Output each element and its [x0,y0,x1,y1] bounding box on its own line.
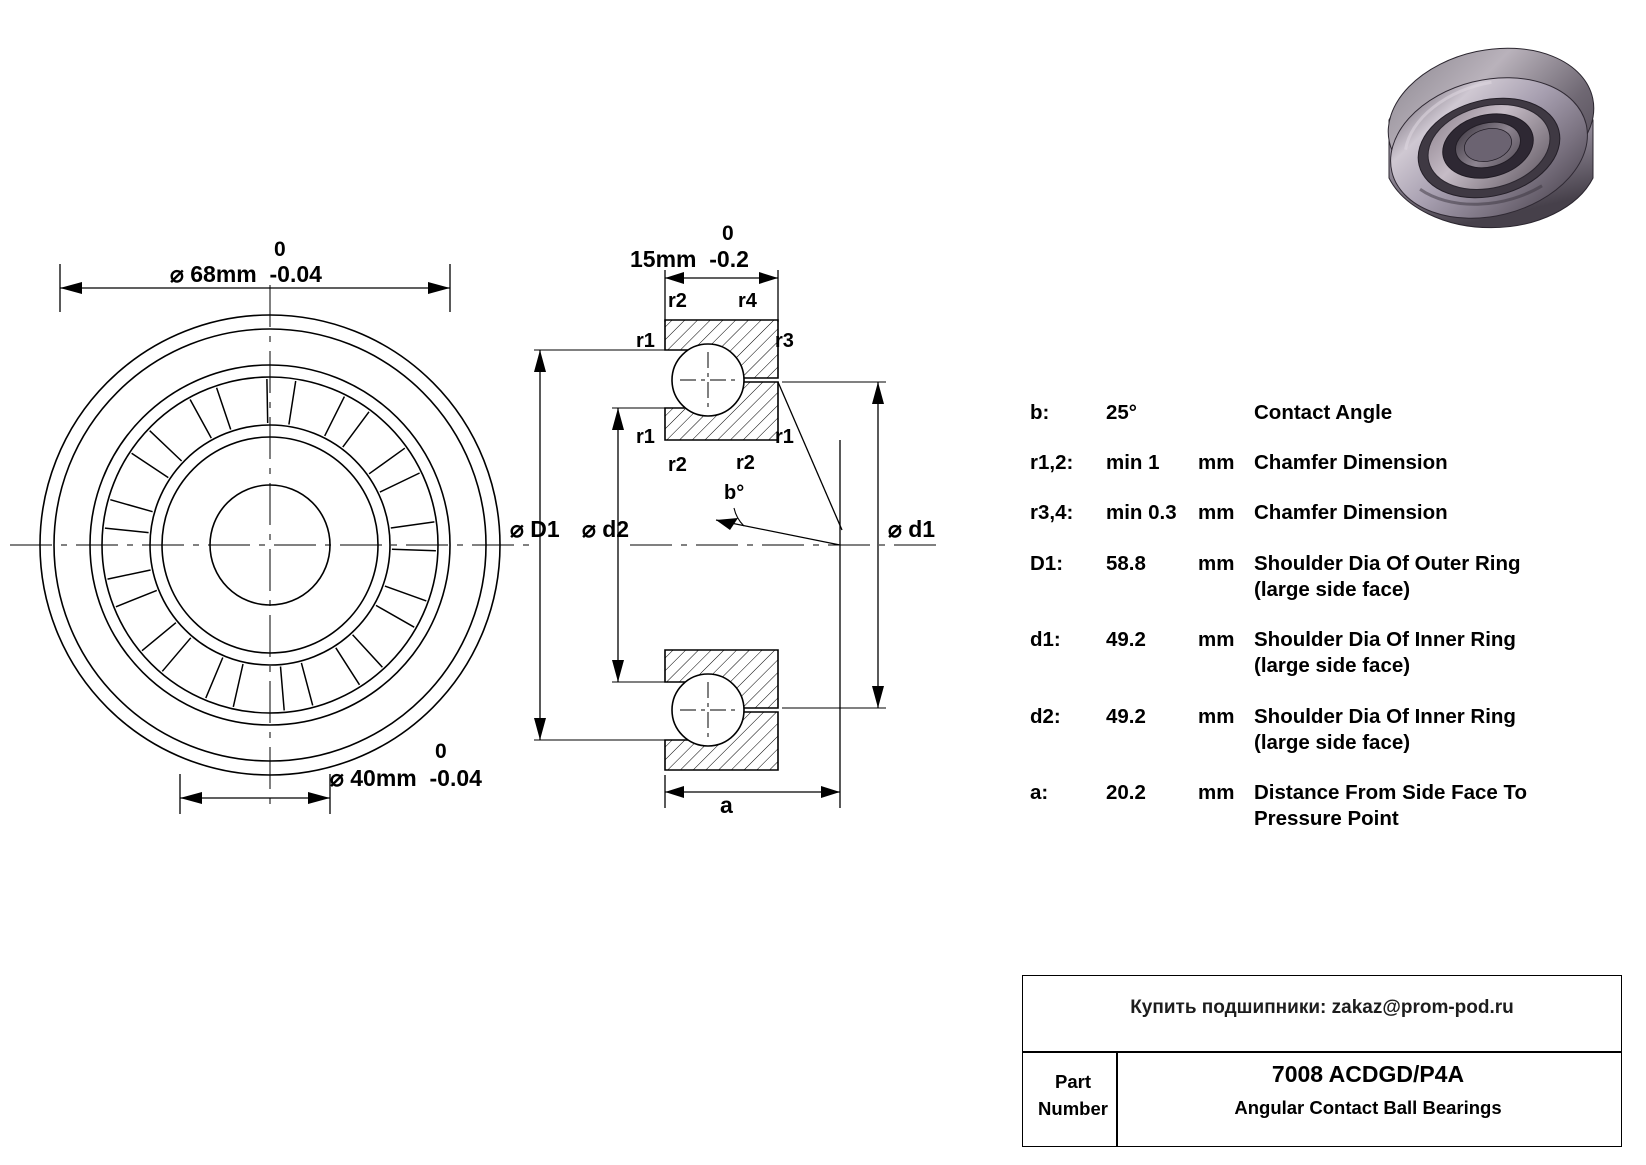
spec-cell-val: min 0.3 [1106,501,1177,525]
label-r4-top-right: r4 [738,290,757,312]
spec-cell-desc: Shoulder Dia Of Inner Ring (large side face) [1254,628,1516,678]
spec-row [1030,551,1630,627]
bearing-3d-svg [1375,20,1605,290]
spec-cell-unit: mm [1198,551,1235,575]
spec-cell-val: 58.8 [1106,551,1146,575]
spec-cell-unit: mm [1198,704,1235,728]
inner-dim-value: ⌀ 40mm -0.04 [330,765,482,791]
specification-table [1030,400,1630,857]
label-r2-inner: r2 [736,452,755,474]
spec-row [1030,627,1630,703]
spec-cell-val: min 1 [1106,451,1160,475]
spec-cell-sym: d1: [1030,628,1061,652]
label-d1: ⌀ d1 [888,516,936,542]
title-block-hsep [1022,1051,1622,1053]
outer-diameter-dimension [20,238,540,316]
spec-cell-sym: d2: [1030,704,1061,728]
label-r1-left-mid: r1 [636,426,655,448]
spec-row [1030,780,1630,856]
label-r3-right-upper: r3 [775,330,794,352]
spec-cell-sym: r3,4: [1030,501,1074,525]
label-r1-right-mid: r1 [775,426,794,448]
spec-table-body [1030,400,1630,857]
spec-cell-desc: Shoulder Dia Of Outer Ring (large side face) [1254,551,1521,601]
spec-row [1030,450,1630,500]
part-number-value: 7008 ACDGD/P4A [1271,1061,1465,1087]
label-r1-left-upper: r1 [636,330,655,352]
width-dim-value: 15mm -0.2 [630,246,749,272]
spec-cell-unit: mm [1198,451,1235,475]
part-type-value: Angular Contact Ball Bearings [1234,1097,1502,1118]
label-r2-left-lower: r2 [668,454,687,476]
spec-cell-desc: Chamfer Dimension [1254,501,1448,525]
label-D1: ⌀ D1 [510,516,560,542]
spec-cell-unit: mm [1198,501,1235,525]
spec-cell-unit: mm [1198,781,1235,805]
spec-cell-val: 49.2 [1106,628,1146,652]
spec-cell-val: 49.2 [1106,704,1146,728]
inner-dim-tol: 0 [435,740,447,763]
spec-cell-sym: a: [1030,781,1049,805]
part-number-label: Part Number [1038,1071,1108,1119]
spec-row [1030,400,1630,450]
spec-cell-desc: Contact Angle [1254,401,1393,424]
spec-cell-sym: b: [1030,401,1050,424]
label-d2: ⌀ d2 [582,516,630,542]
spec-row [1030,500,1630,550]
spec-cell-sym: r1,2: [1030,451,1074,475]
spec-table [1030,400,1630,857]
spec-row [1030,704,1630,780]
spec-cell-unit [1198,400,1254,450]
spec-cell-desc: Chamfer Dimension [1254,451,1448,475]
spec-cell-val: 20.2 [1106,781,1146,805]
outer-dim-value: ⌀ 68mm -0.04 [170,261,322,287]
label-a: a [720,792,733,818]
spec-cell-sym: D1: [1030,551,1064,575]
spec-cell-desc: Shoulder Dia Of Inner Ring (large side face) [1254,704,1516,754]
contact-email-note: Купить подшипники: zakaz@prom-pod.ru [1130,997,1514,1018]
title-block [1022,975,1622,1147]
label-contact-angle-b: b° [724,482,745,504]
section-view [510,222,980,830]
bearing-3d-render [1375,20,1605,290]
label-r2-top-left: r2 [668,290,687,312]
spec-cell-unit: mm [1198,628,1235,652]
inner-diameter-dimension [150,740,550,820]
spec-cell-val: 25° [1106,401,1138,424]
outer-dim-tol: 0 [274,238,286,261]
spec-cell-desc: Distance From Side Face To Pressure Point [1254,781,1528,831]
width-dim-tol: 0 [722,222,734,245]
